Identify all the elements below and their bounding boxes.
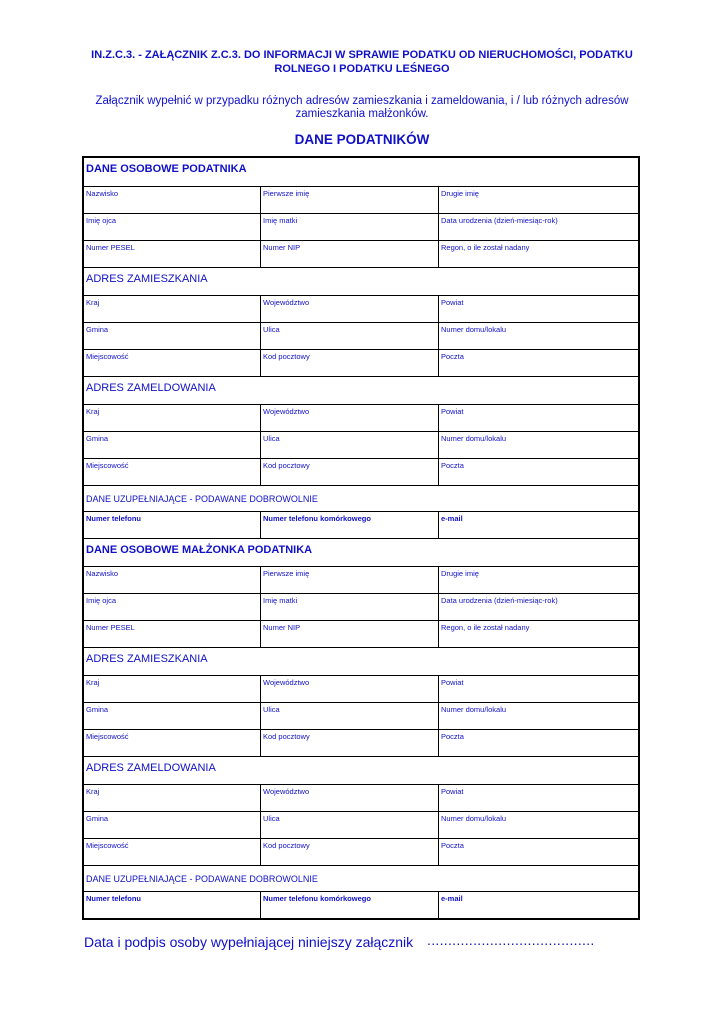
form-field[interactable]: Poczta [438, 730, 638, 756]
form-field[interactable]: Poczta [438, 839, 638, 865]
registration-address-row [84, 431, 638, 458]
form-field[interactable]: Numer domu/lokalu [438, 812, 638, 838]
form-field[interactable]: Gmina [86, 325, 109, 334]
optional-data-row [84, 891, 638, 918]
document-title [60, 48, 664, 76]
form-field[interactable]: Imię ojca [86, 216, 117, 225]
optional-data-title: DANE UZUPEŁNIAJĄCE - PODAWANE DOBROWOLNIE [84, 485, 638, 511]
form-field[interactable]: Kod pocztowy [260, 350, 438, 376]
form-field[interactable]: Imię matki [260, 594, 438, 620]
form-field[interactable]: Numer PESEL [86, 243, 135, 252]
taxpayer-data-form [82, 156, 640, 920]
residence-address-row [84, 702, 638, 729]
section-heading: DANE PODATNIKÓW [294, 132, 430, 147]
instruction-line-2: zamieszkania małżonków. [295, 108, 429, 120]
personal-data-row [84, 240, 638, 267]
residence-address-title: ADRES ZAMIESZKANIA [84, 647, 638, 675]
form-field[interactable]: Numer NIP [260, 621, 438, 647]
registration-address-title: ADRES ZAMELDOWANIA [84, 376, 638, 404]
form-field[interactable]: Nazwisko [86, 189, 119, 198]
form-field[interactable]: Numer telefonu komórkowego [260, 512, 438, 538]
registration-address-row [84, 811, 638, 838]
instruction-text [60, 95, 664, 121]
residence-address-title: ADRES ZAMIESZKANIA [84, 267, 638, 295]
form-field[interactable]: Numer telefonu komórkowego [260, 892, 438, 918]
form-field[interactable]: Ulica [260, 812, 438, 838]
form-field[interactable]: Województwo [260, 405, 438, 431]
optional-data-row [84, 511, 638, 538]
form-field[interactable]: Poczta [438, 459, 638, 485]
form-field[interactable]: Gmina [86, 434, 109, 443]
form-field[interactable]: Numer PESEL [86, 623, 135, 632]
form-field[interactable]: Data urodzenia (dzień-miesiąc-rok) [438, 594, 638, 620]
form-field[interactable]: e-mail [438, 892, 638, 918]
form-field[interactable]: Drugie imię [438, 187, 638, 213]
residence-address-row [84, 729, 638, 756]
form-field[interactable]: Województwo [260, 785, 438, 811]
form-field[interactable]: Numer telefonu [86, 894, 142, 903]
personal-data-row [84, 213, 638, 240]
signature-line[interactable]: ........................................ [427, 932, 595, 948]
personal-data-title: DANE OSOBOWE PODATNIKA [86, 163, 247, 175]
form-field[interactable]: Powiat [438, 785, 638, 811]
form-field[interactable]: Miejscowość [86, 352, 129, 361]
form-field[interactable]: Imię ojca [86, 596, 117, 605]
residence-address-row [84, 349, 638, 376]
residence-address-row [84, 295, 638, 322]
form-field[interactable]: Powiat [438, 405, 638, 431]
form-field[interactable]: Powiat [438, 676, 638, 702]
form-field[interactable]: Ulica [260, 703, 438, 729]
form-field[interactable]: Ulica [260, 432, 438, 458]
form-field[interactable]: Numer NIP [260, 241, 438, 267]
form-field[interactable]: Województwo [260, 296, 438, 322]
form-field[interactable]: Numer telefonu [86, 514, 142, 523]
registration-address-row [84, 458, 638, 485]
registration-address-row [84, 838, 638, 865]
form-field[interactable]: Kod pocztowy [260, 730, 438, 756]
personal-data-row [84, 566, 638, 593]
form-field[interactable]: Pierwsze imię [260, 567, 438, 593]
form-field[interactable]: Kraj [86, 298, 100, 307]
form-field[interactable]: Kraj [86, 787, 100, 796]
personal-data-row [84, 620, 638, 647]
form-field[interactable]: Miejscowość [86, 732, 129, 741]
form-field[interactable]: Poczta [438, 350, 638, 376]
registration-address-title: ADRES ZAMELDOWANIA [84, 756, 638, 784]
instruction-line-1: Załącznik wypełnić w przypadku różnych adresów zamieszkania i zameldowania, i / lub różnych adresów [95, 95, 629, 107]
form-field[interactable]: Imię matki [260, 214, 438, 240]
form-field[interactable]: Kod pocztowy [260, 459, 438, 485]
form-field[interactable]: Kraj [86, 678, 100, 687]
form-field[interactable]: Gmina [86, 814, 109, 823]
personal-data-row [84, 593, 638, 620]
signature-label: Data i podpis osoby wypełniającej niniejszy załącznik [84, 934, 414, 950]
form-field[interactable]: Numer domu/lokalu [438, 703, 638, 729]
registration-address-row [84, 784, 638, 811]
form-field[interactable]: Województwo [260, 676, 438, 702]
form-field[interactable]: Nazwisko [86, 569, 119, 578]
form-field[interactable]: Regon, o ile został nadany [438, 621, 638, 647]
form-field[interactable]: Miejscowość [86, 461, 129, 470]
residence-address-row [84, 322, 638, 349]
registration-address-row [84, 404, 638, 431]
form-field[interactable]: Drugie imię [438, 567, 638, 593]
residence-address-row [84, 675, 638, 702]
form-field[interactable]: Regon, o ile został nadany [438, 241, 638, 267]
form-field[interactable]: Kraj [86, 407, 100, 416]
form-field[interactable]: Kod pocztowy [260, 839, 438, 865]
personal-data-row [84, 186, 638, 213]
form-field[interactable]: Pierwsze imię [260, 187, 438, 213]
form-field[interactable]: e-mail [438, 512, 638, 538]
form-field[interactable]: Powiat [438, 296, 638, 322]
form-field[interactable]: Data urodzenia (dzień-miesiąc-rok) [438, 214, 638, 240]
form-field[interactable]: Numer domu/lokalu [438, 432, 638, 458]
optional-data-title: DANE UZUPEŁNIAJĄCE - PODAWANE DOBROWOLNIE [84, 865, 638, 891]
title-line-1: IN.Z.C.3. - ZAŁĄCZNIK Z.C.3. DO INFORMACJI W SPRAWIE PODATKU OD NIERUCHOMOŚCI, PODATKU [91, 49, 633, 61]
form-field[interactable]: Miejscowość [86, 841, 129, 850]
personal-data-title: DANE OSOBOWE MAŁŻONKA PODATNIKA [84, 538, 638, 566]
form-field[interactable]: Numer domu/lokalu [438, 323, 638, 349]
form-field[interactable]: Gmina [86, 705, 109, 714]
form-field[interactable]: Ulica [260, 323, 438, 349]
title-line-2: ROLNEGO I PODATKU LEŚNEGO [274, 63, 450, 75]
